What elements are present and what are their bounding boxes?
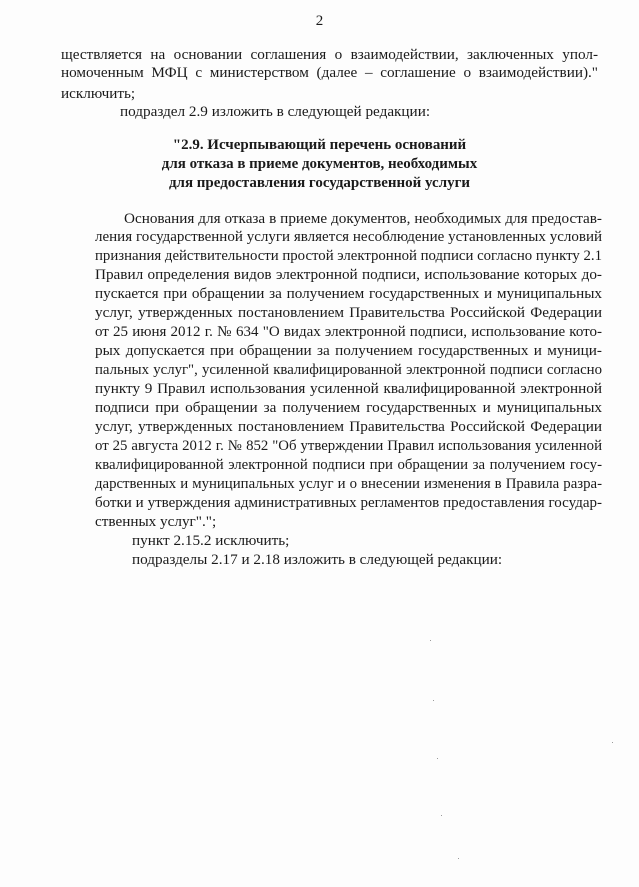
body-line-6: услуг, утвержденных постановлением Правительства Российской Федерации bbox=[95, 304, 602, 321]
intro-line-3: исключить; bbox=[61, 85, 136, 102]
section-heading-line-1: "2.9. Исчерпывающий перечень оснований bbox=[172, 137, 467, 153]
body-line-8: рых допускается при обращении за получением государственных и муници- bbox=[95, 342, 602, 359]
body-line-15: дарственных и муниципальных услуг и о внесении изменения в Правила разра- bbox=[95, 476, 602, 492]
body-line-5: пускается при обращении за получением государственных и муниципальных bbox=[95, 285, 602, 302]
body-line-9: пальных услуг", усиленной квалифицированной электронной подписи согласно bbox=[95, 362, 602, 378]
intro-line-2: номоченным МФЦ с министерством (далее – соглашение о взаимодействии)." bbox=[61, 64, 598, 81]
body-line-3: признания действительности простой электронной подписи согласно пункту 2.1 bbox=[95, 248, 602, 264]
body-line-12: услуг, утвержденных постановлением Правительства Российской Федерации bbox=[95, 418, 602, 435]
body-line-13: от 25 августа 2012 г. № 852 "Об утверждении Правил использования усиленной bbox=[95, 438, 602, 454]
section-heading-line-2: для отказа в приеме документов, необходимых bbox=[161, 156, 478, 172]
section-heading-line-3: для предоставления государственной услуги bbox=[168, 175, 471, 191]
body-line-4: Правил определения видов электронной подписи, использование которых до- bbox=[95, 266, 602, 283]
intro-line-4: подраздел 2.9 изложить в следующей редакции: bbox=[120, 103, 431, 120]
page-number: 2 bbox=[315, 13, 324, 29]
body-line-10: пункту 9 Правил использования усиленной квалифицированной электронной bbox=[95, 380, 602, 397]
intro-line-1: ществляется на основании соглашения о взаимодействии, заключенных упол- bbox=[61, 46, 598, 63]
body-line-17: ственных услуг"."; bbox=[95, 513, 217, 530]
body-line-2: ления государственной услуги является несоблюдение установленных условий bbox=[95, 229, 602, 245]
body-line-11: подписи при обращении за получением государственных и муниципальных bbox=[95, 399, 602, 416]
closing-line-1: пункт 2.15.2 исключить; bbox=[132, 532, 290, 549]
body-line-7: от 25 июня 2012 г. № 634 "О видах электронной подписи, использование кото- bbox=[95, 324, 602, 340]
closing-line-2: подразделы 2.17 и 2.18 изложить в следующей редакции: bbox=[132, 551, 503, 568]
body-line-16: ботки и утверждения административных регламентов предоставления государ- bbox=[95, 495, 602, 511]
body-line-1: Основания для отказа в приеме документов, необходимых для предостав- bbox=[124, 210, 602, 227]
body-line-14: квалифицированной электронной подписи при обращении за получением госу- bbox=[95, 457, 602, 473]
